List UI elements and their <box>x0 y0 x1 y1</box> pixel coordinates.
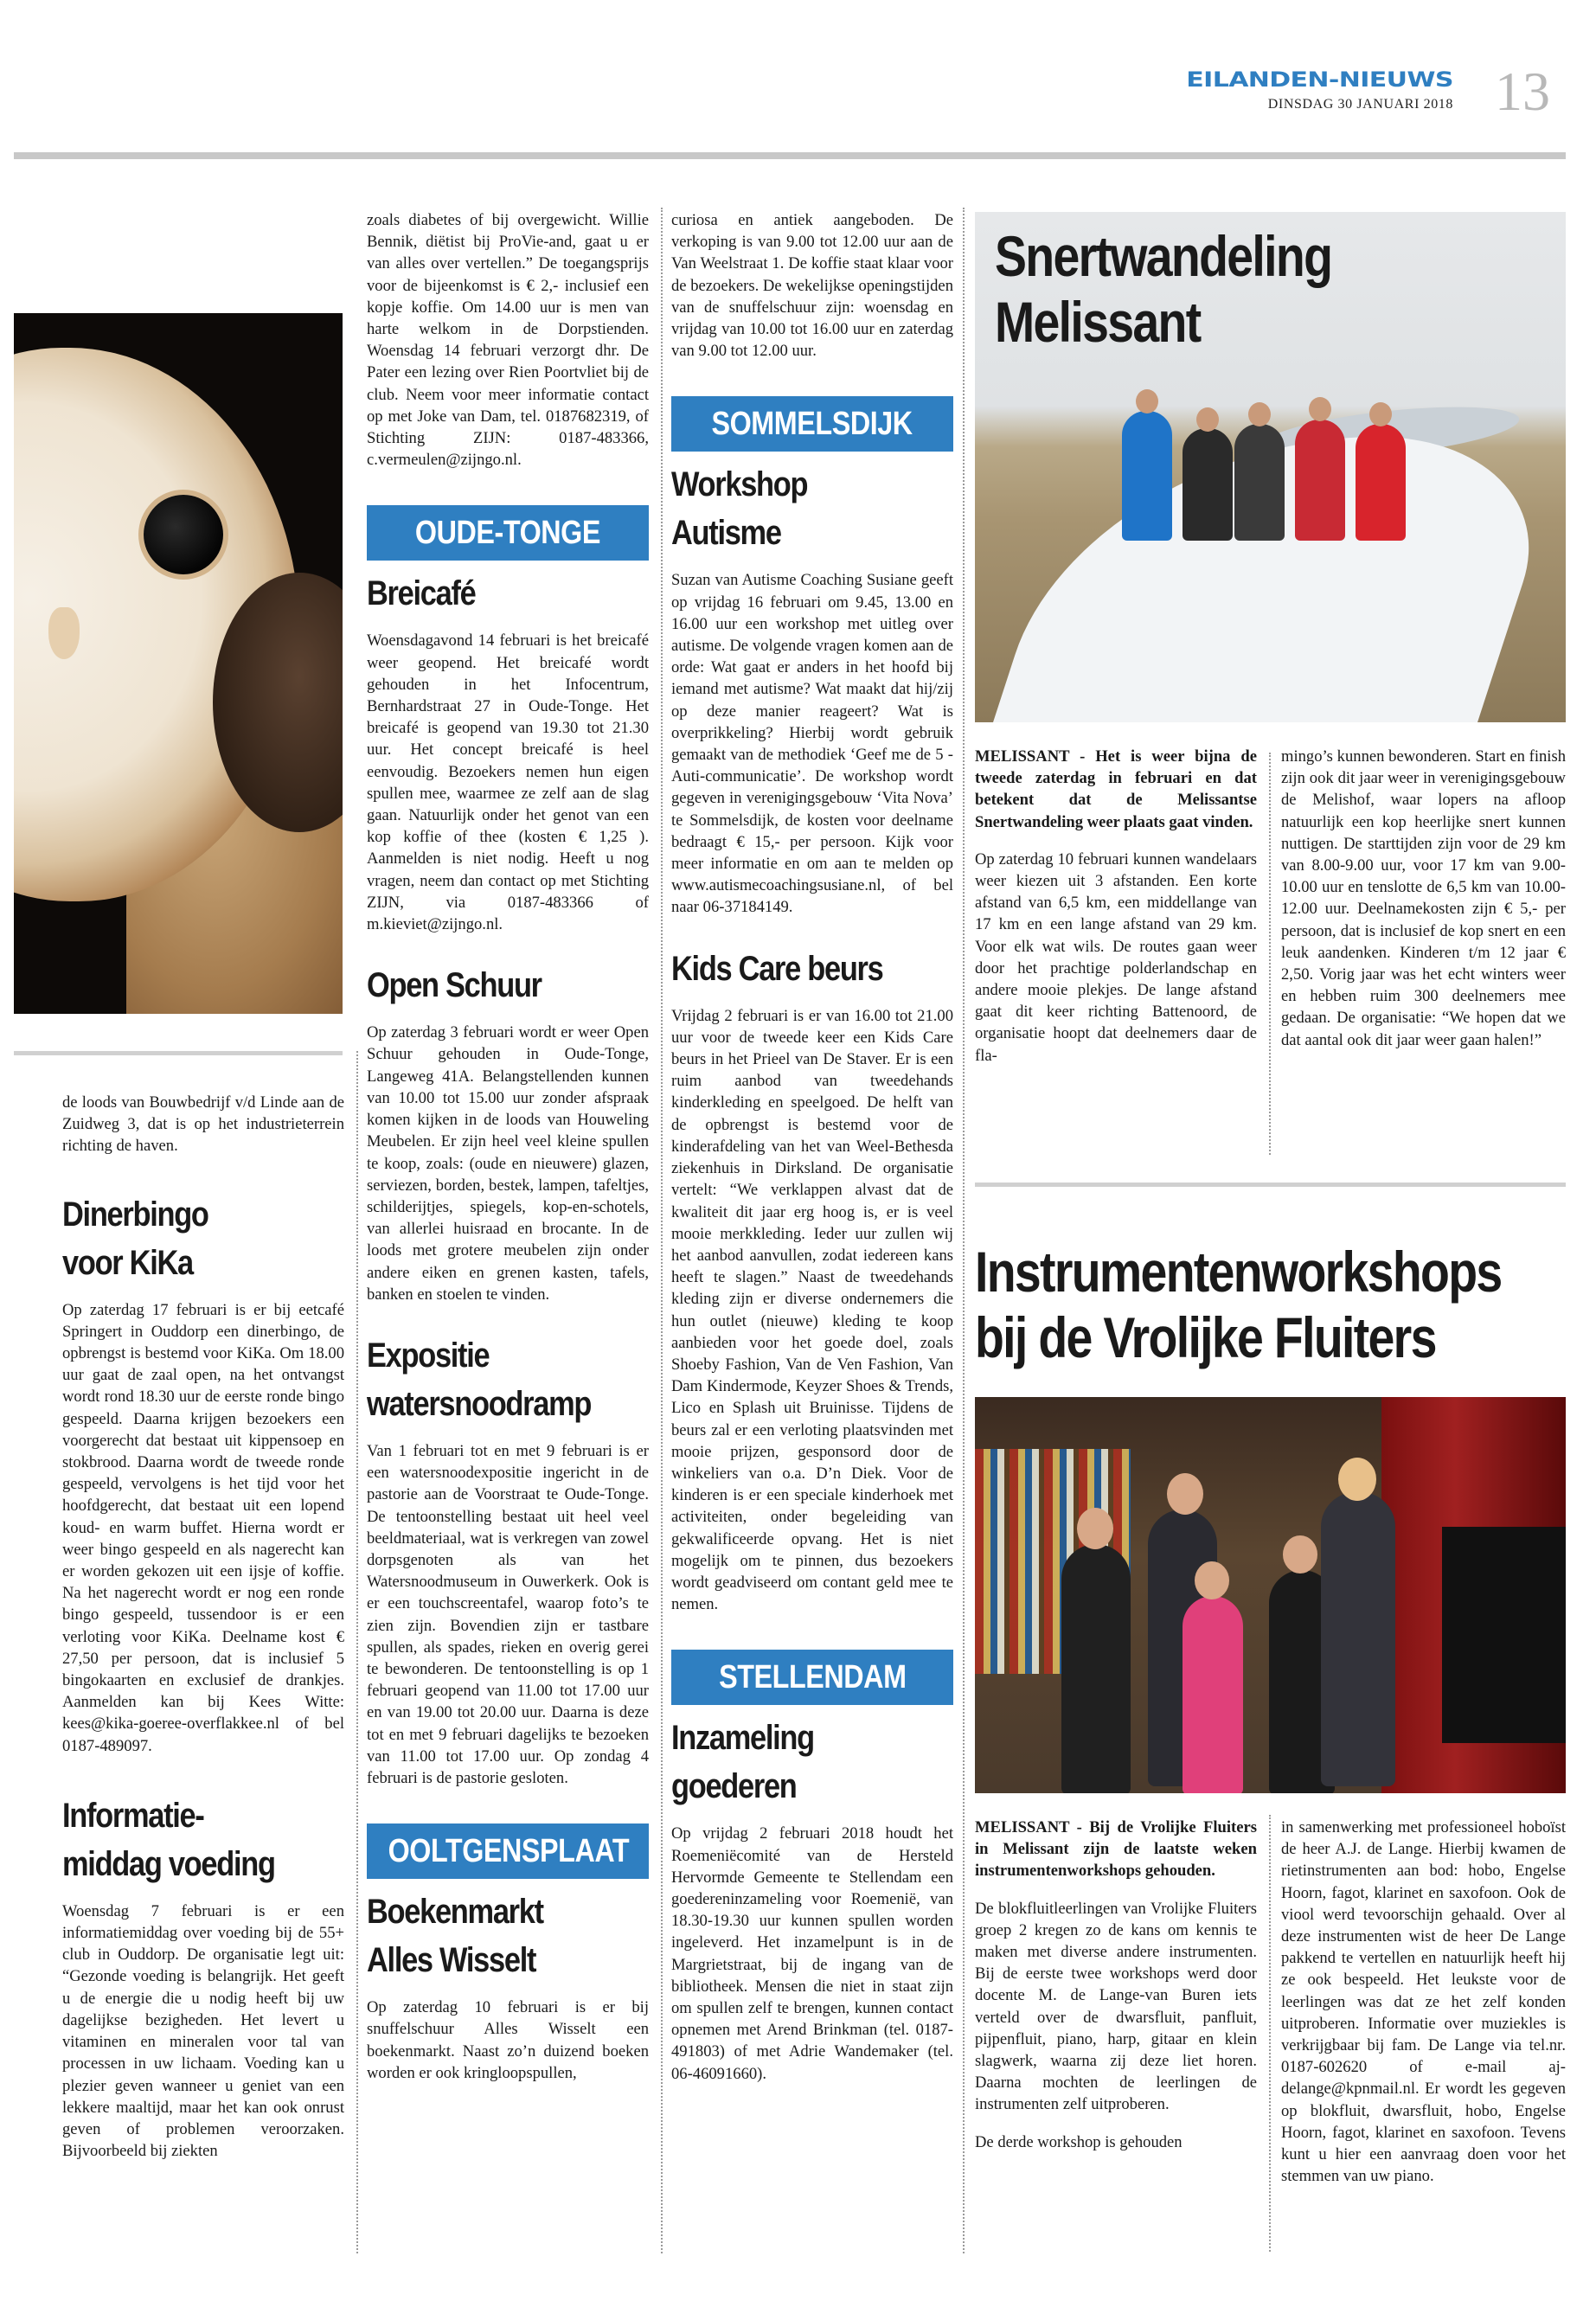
article-body: De blokfluitleerlingen van Vrolijke Fluiters groep 2 kregen zo de kans om kennis te maken met diverse andere instrumenten. Bij de eerste twee workshops werd door docente M. de Lange-van Buren iets verteld over de dwarsfluit, panfluit, pijpenfluit, piano, harp, gitaar en klein slagwerk, waarna zij deze liet horen. Daarna mochten de leerlingen de instrumenten zelf uitproberen. <box>975 1899 1257 2114</box>
banner-label: OUDE-TONGE <box>414 515 601 552</box>
piano <box>1442 1527 1566 1743</box>
article-kids-care <box>671 945 953 1616</box>
instrument-headline <box>975 1239 1566 1370</box>
column-3 <box>671 209 953 2085</box>
person-head <box>1338 1458 1376 1501</box>
section-rule <box>14 1051 343 1055</box>
article-body: Suzan van Autisme Coaching Susiane geeft op vrijdag 16 februari om 9.45, 13.00 en 16.00 uur een workshop met uitleg over autisme. De volgende vragen komen aan de orde: Wat gaat er anders in het hoofd bij iemand met autisme? Wat maakt dat hij/zij op deze manier reageert? Wat is overprikkeling? Hierbij wordt gebruik gemaakt van de methodiek ‘Geef me de 5 - Auti-communicatie’. De workshop wordt gegeven in verenigingsgebouw ‘Vita Nova’ te Sommelsdijk, de kosten voor deelname bedraagt € 15,- per persoon. Kijk voor meer informatie en om aan te melden op www.autismecoachingsusiane.nl, of bel naar 06-37184149. <box>671 571 953 917</box>
person-figure <box>1183 1596 1243 1793</box>
masthead <box>1186 67 1453 112</box>
headline-line: Boekenmarkt <box>367 1893 543 1932</box>
snert-headline <box>995 223 1479 355</box>
column-separator <box>1269 1815 1271 2252</box>
article-body: Woensdag 7 februari is er een informatiemiddag over voeding bij de 55+ club in Ouddorp. De organisatie legt uit: “Gezonde voeding is belangrijk. Het geeft u de energie die u nodig heeft bij uw dagelijkse bezigheden. Het levert u vitaminen en mineralen voor tal van processen in uw lichaam. Voeding kan u plezier geven wanneer u geniet van een lekkere maaltijd, maar het kan ook onrust geven of problemen veroorzaken. Bijvoorbeeld bij ziekten <box>62 1901 344 2161</box>
instrument-column-a <box>975 1817 1257 2153</box>
article-continuation: curiosa en antiek aangeboden. De verkoping is van 9.00 tot 12.00 uur aan de Van Weelstraat 1. De koffie staat klaar voor de bezoekers. De wekelijkse openingstijden van de snuffelschuur zijn: woensdag en vrijdag van 10.00 tot 16.00 uur en zaterdag van 9.00 tot 12.00 uur. <box>671 211 953 361</box>
newspaper-logo: EILANDEN-NIEUWS <box>1186 67 1453 92</box>
article-dinerbingo <box>62 1190 344 1757</box>
article-body: mingo’s kunnen bewonderen. Start en finish zijn ook dit jaar weer in verenigingsgebouw de Melishof, waar lopers na afloop natuurlijk een kop heerlijke snert kunnen nuttigen. De starttijden zijn voor de 29 km van 8.00-9.00 uur, voor 17 km van 9.00-10.00 uur en tenslotte de 6,5 km van 10.00-12.00 uur. Deelnamekosten zijn € 5,- per persoon, dat is inclusief de kop snert en een leuk aandenken. Kinderen t/m 12 jaar € 2,50. Vorig jaar was het echt winters weer en hebben ruim 300 deelnemers mee gedaan. De organisatie: “We hopen dat we dat aantal ook dit jaar weer gaan halen!” <box>1281 747 1566 1049</box>
column-separator <box>963 208 965 2253</box>
article-body: Op vrijdag 2 februari 2018 houdt het Roemeniëcomité van de Hersteld Hervormde Gemeente te Stellendam een goedereninzameling voor Roemenië, van 18.30-19.30 uur kunnen spullen worden ingeleverd. Het inzamelpunt is in de Margrietstraat, bij de ingang van de bibliotheek. Mensen die niet in staat zijn om spullen zelf te brengen, kunnen contact opnemen met Arend Brinkman (tel. 0187-491803) of met Adrie Wandemaker (tel. 06-46091660). <box>671 1824 953 2083</box>
location-banner-ooltgensplaat <box>367 1823 649 1879</box>
article-inzameling <box>671 1714 953 2084</box>
article-workshop-autisme <box>671 460 953 918</box>
headline-line: Breicafé <box>367 574 476 613</box>
walker-head <box>1309 397 1331 421</box>
headline-line: Informatie- <box>62 1796 204 1835</box>
walker-head <box>1369 402 1392 426</box>
headline-line: Melissant <box>995 290 1201 354</box>
location-banner-stellendam <box>671 1650 953 1705</box>
snert-column-b <box>1281 746 1566 1051</box>
person-figure <box>1321 1492 1395 1786</box>
headline-line: Instrumentenworkshops <box>975 1240 1502 1304</box>
barn-owl-photo <box>14 313 343 1014</box>
person-head <box>1283 1535 1317 1574</box>
location-banner-oude-tonge <box>367 505 649 561</box>
article-open-schuur <box>367 961 649 1305</box>
headline-line: Workshop <box>671 465 808 504</box>
headline-line: Dinerbingo <box>62 1195 208 1234</box>
walker-figure <box>1234 424 1285 541</box>
headline-line: goederen <box>671 1767 797 1806</box>
person-figure <box>1061 1544 1131 1793</box>
article-body: De derde workshop is gehouden <box>975 2132 1183 2151</box>
column-2 <box>367 209 649 2084</box>
banner-label: OOLTGENSPLAAT <box>388 1833 630 1870</box>
article-body: Op zaterdag 17 februari is er bij eetcafé Springert in Ouddorp een dinerbingo, de opbrengst is bestemd voor KiKa. Om 18.00 uur gaat de zaal open, na het ontvangst wordt rond 18.30 uur de eerste ronde bingo gespeeld. Daarna krijgen bezoekers een voorgerecht dat bestaat uit kippensoep en stokbrood. Daarna wordt de tweede ronde gespeeld, vervolgens is het tijd voor het hoofdgerecht, dat bestaat uit een lopend koud- en warm buffet. Hierna wordt er weer bingo gespeeld en als nagerecht kan er worden gekozen uit een ijsje of koffie. Na het nagerecht wordt er nog een ronde bingo gespeeld, tussendoor is er een verloting voor KiKa. Deelname kost € 27,50 per persoon, dat is inclusief 5 bingokaarten en exclusief de drankjes. Aanmelden kan bij Kees Witte: kees@kika-goeree-overflakkee.nl of bel 0187-489097. <box>62 1300 344 1755</box>
owl-eye <box>144 495 223 574</box>
column-separator <box>1269 753 1271 1155</box>
article-continuation: zoals diabetes of bij overgewicht. Willie Bennik, diëtist bij ProVie-and, gaat u er van alles over vertellen.” De toegangsprijs voor de bijeenkomst is € 2,- inclusief een kopje koffie. Om 14.00 uur is men van harte welkom in de Dorpstienden. Woensdag 14 februari verzorgt dhr. De Pater een lezing over Rien Poortvliet bij de club. Neem voor meer informatie contact op met Joke van Dam, tel. 0187682319, of Stichting ZIJN: 0187-483366, c.vermeulen@zijngo.nl. <box>367 211 649 470</box>
article-continuation: de loods van Bouwbedrijf v/d Linde aan de Zuidweg 3, dat is op het industrieterrein richting de haven. <box>62 1093 344 1156</box>
article-lead: MELISSANT - Bij de Vrolijke Fluiters in Melissant zijn de laatste weken instrumentenworkshops gehouden. <box>975 1818 1257 1881</box>
headline-line: Inzameling <box>671 1719 814 1758</box>
article-body: in samenwerking met professioneel hoboïst de heer A.J. de Lange. Hierbij kwamen de rietinstrumenten aan bod: hobo, Engelse Hoorn, fagot, klarinet en saxofoon. Ook de viool werd tevoorschijn gehaald. Over al deze instrumenten wist de heer De Lange pakkend te vertellen en natuurlijk heeft hij ze ook bespeeld. Het leukste voor de leerlingen was dat ze het zelf konden uitproberen. Informatie over muziekles is verkrijgbaar bij fam. De Lange via tel.nr. 0187-602620 of e-mail aj-delange@kpnmail.nl. Er wordt les gegeven op blokfluit, dwarsfluit, hobo, Engelse Hoorn, fagot, klarinet en saxofoon. Tevens kunt u hier een aanvraag doen voor het stemmen van uw piano. <box>1281 1818 1566 2186</box>
article-body: Op zaterdag 10 februari kunnen wandelaars weer kiezen uit 3 afstanden. Een korte afstand van 6,5 km, een middellange van 17 km en een lange afstand van 29 km. Voor elk wat wils. De routes gaan weer door het prachtige polderlandschap en andere mooie plekjes. De lange afstand gaat dit keer richting Battenoord, de organisatie hoopt dat deelnemers daar de fla- <box>975 849 1257 1065</box>
headline-line: middag voeding <box>62 1844 275 1883</box>
location-banner-sommelsdijk <box>671 396 953 452</box>
article-body: Woensdagavond 14 februari is het breicafé weer geopend. Het breicafé wordt gehouden in het Infocentrum, Bernhardstraat 27 in Oude-Tonge. Het breicafé is geopend van 19.30 tot 21.30 uur. Het concept breicafé is heel eenvoudig. Bezoekers nemen hun eigen spullen mee, waarmee ze zelf aan de slag gaan. Natuurlijk onder het genot van een kop koffie of thee (kosten € 1,25 ). Aanmelden is niet nodig. Heeft u nog vragen, neem dan contact op met Stichting ZIJN, via 0187-483366 of m.kieviet@zijngo.nl. <box>367 631 649 934</box>
headline-line: Autisme <box>671 514 781 553</box>
walker-head <box>1136 389 1158 413</box>
article-lead: MELISSANT - Het is weer bijna de tweede zaterdag in februari en dat betekent dat de Melissantse Snertwandeling weer plaats gaat vinden. <box>975 747 1257 831</box>
snert-column-a <box>975 746 1257 1067</box>
owl-beak <box>48 607 80 659</box>
instrument-column-b <box>1281 1817 1566 2187</box>
article-boekenmarkt <box>367 1888 649 2084</box>
article-body: Vrijdag 2 februari is er van 16.00 tot 21.00 uur voor de tweede keer een Kids Care beurs in het Prieel van De Staver. Er is een ruim aanbod van tweedehands kinderkleding en speelgoed. De helft van de opbrengst is bestemd voor de kinderafdeling van het van Weel-Bethesda ziekenhuis in Dirksland. De organisatie vertelt: “We verklappen alvast dat de kwaliteit dit jaar erg hoog is, er is veel mooie merkkleding. Ieder uur zullen wij het aanbod aanvullen, zodat iedereen kans heeft te slagen.” Naast de tweedehands kleding zijn er diverse ondernemers die hun outlet (nieuwe) kleding te koop aanbieden voor het goede doel, zoals Shoeby Fashion, Van de Ven Fashion, Van Dam Kindermode, Keyzer Shoes & Trends, Lico en Splash uit Bruinisse. Tijdens de beurs zal er een verloting plaatsvinden met mooie prijzen, gesponsord door de winkeliers van o.a. D’n Diek. Voor de kinderen is er een speciale kinderhoek met activiteiten, onder begeleiding van gekwalificeerde opvang. Het is niet mogelijk om te pinnen, dus bezoekers wordt geadviseerd om contant geld mee te nemen. <box>671 1006 953 1614</box>
walker-figure <box>1356 424 1406 541</box>
walker-figure <box>1122 411 1172 541</box>
column-separator <box>661 208 663 2253</box>
person-head <box>1077 1508 1113 1549</box>
headline-line: watersnoodramp <box>367 1384 592 1423</box>
walker-head <box>1196 407 1219 432</box>
banner-label: STELLENDAM <box>718 1659 907 1696</box>
walker-figure <box>1295 420 1345 541</box>
article-body: Van 1 februari tot en met 9 februari is er een watersnoodexpositie ingericht in de pastorie aan de Voorstraat te Oude-Tonge. De tentoonstelling bestaat uit heel veel beeldmateriaal, wat is verkregen van zowel dorpsgenoten als van het Watersnoodmuseum in Ouwerkerk. Ook is er een touchscreentafel, waarop foto’s te zien zijn. Bovendien zijn er tastbare spullen, als spades, rieken en overig gerei te bewonderen. De tentoonstelling is op 1 februari geopend van 11.00 tot 17.00 uur en van 19.00 tot 20.00 uur. Daarna is deze tot en met 9 februari dagelijks te bezoeken van 11.00 tot 17.00 uur. Op zondag 4 februari is de pastorie gesloten. <box>367 1441 649 1787</box>
headline-line: Alles Wisselt <box>367 1941 536 1980</box>
column-1 <box>62 1092 344 2162</box>
headline-line: Snertwandeling <box>995 224 1332 288</box>
person-head <box>1167 1473 1203 1515</box>
issue-date: DINSDAG 30 JANUARI 2018 <box>1267 97 1453 112</box>
article-informatie <box>62 1791 344 2162</box>
article-expositie <box>367 1331 649 1789</box>
section-rule <box>975 1183 1566 1187</box>
article-breicafe <box>367 569 649 935</box>
banner-label: SOMMELSDIJK <box>711 406 913 443</box>
walker-head <box>1248 402 1271 426</box>
vrolijke-fluiters-photo <box>975 1397 1566 1793</box>
top-rule <box>14 152 1566 159</box>
headline-line: voor KiKa <box>62 1243 193 1282</box>
headline-line: Open Schuur <box>367 966 542 1005</box>
column-separator <box>356 1051 358 2253</box>
page-number: 13 <box>1495 61 1550 122</box>
headline-line: Expositie <box>367 1336 490 1375</box>
person-head <box>1195 1561 1229 1599</box>
walker-figure <box>1183 428 1233 541</box>
headline-line: Kids Care beurs <box>671 949 883 988</box>
article-body: Op zaterdag 3 februari wordt er weer Open Schuur gehouden in Oude-Tonge, Langeweg 41A. Belangstellenden kunnen van 10.00 tot 15.00 uur zonder afspraak komen kijken in de loods van Houweling Meubelen. Er zijn heel veel kleine spullen te koop, zoals: (oude en nieuwere) glazen, serviezen, borden, bestek, lampen, tafeltjes, schilderijtjes, spiegels, kop-en-schotels, van allerlei huisraad en brocante. In de loods met grotere meubelen zijn onder andere eiken en grenen kasten, tafels, banken en stoelen te vinden. <box>367 1023 649 1304</box>
headline-line: bij de Vrolijke Fluiters <box>975 1305 1436 1369</box>
article-body: Op zaterdag 10 februari is er bij snuffelschuur Alles Wisselt een boekenmarkt. Naast zo’n duizend boeken worden er ook kringloopspullen, <box>367 1998 649 2082</box>
